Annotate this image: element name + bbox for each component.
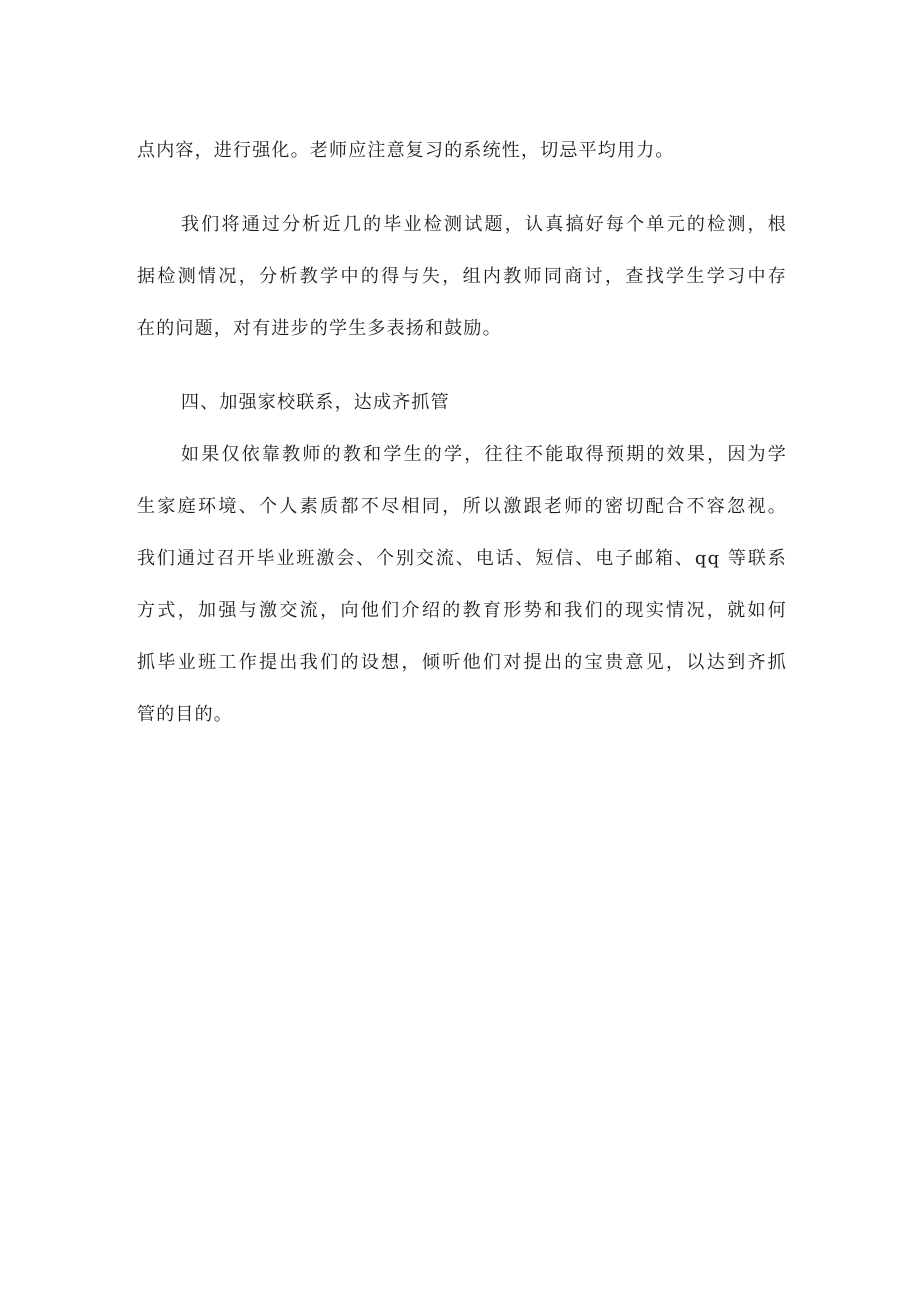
paragraph-line: 我们将通过分析近几的毕业检测试题，认真搞好每个单元的检测，根	[181, 214, 787, 235]
paragraph-line: 据检测情况，分析教学中的得与失，组内教师同商讨，查找学生学习中存	[137, 266, 787, 287]
paragraph-line: 如果仅依靠教师的教和学生的学，往往不能取得预期的效果，因为学	[181, 444, 787, 465]
paragraph-line: 抓毕业班工作提出我们的设想，倾听他们对提出的宝贵意见，以达到齐抓	[137, 652, 787, 673]
paragraph-gap	[137, 177, 787, 199]
paragraph-gap	[137, 355, 787, 377]
paragraph-exam-analysis	[137, 199, 787, 355]
paragraph-line: 生家庭环境、个人素质都不尽相同，所以激跟老师的密切配合不容忽视。	[137, 496, 787, 517]
paragraph-line: 我们通过召开毕业班激会、个别交流、电话、短信、电子邮箱、qq 等联系	[137, 548, 787, 569]
paragraph-line: 方式，加强与激交流，向他们介绍的教育形势和我们的现实情况，就如何	[137, 600, 787, 621]
paragraph-home-school	[137, 429, 787, 741]
paragraph-line: 管的目的。	[137, 704, 233, 725]
paragraph-line: 在的问题，对有进步的学生多表扬和鼓励。	[137, 318, 502, 339]
section-heading: 四、加强家校联系，达成齐抓管	[181, 392, 450, 413]
paragraph-line: 点内容，进行强化。老师应注意复习的系统性，切忌平均用力。	[137, 140, 675, 161]
paragraph-review-focus	[137, 125, 787, 177]
document-page	[137, 125, 787, 741]
